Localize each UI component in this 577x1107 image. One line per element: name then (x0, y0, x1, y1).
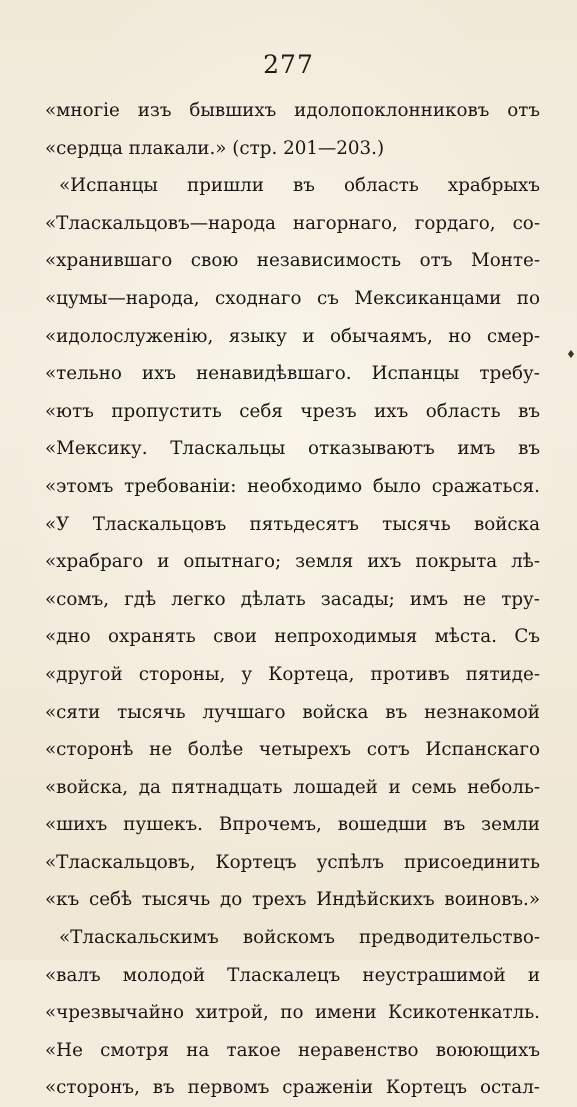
text-line: «дно охранять свои непроходимыя мѣста. Съ (45, 626, 540, 648)
text-line: «Не смотря на такое неравенство воюющихъ (45, 1039, 540, 1061)
text-line: «шихъ пушекъ. Впрочемъ, вошедши въ земли (45, 814, 540, 836)
text-line: «многіе изъ бывшихъ идолопоклонниковъ отъ (45, 100, 540, 121)
text-line: «Тласкальскимъ войскомъ предводительство- (59, 927, 540, 949)
body-text (45, 92, 540, 1107)
text-line: «Тласкальцовъ—народа нагорнаго, гордаго, со- (45, 212, 540, 234)
text-line: «цумы—народа, сходнаго съ Мексиканцами по (45, 287, 540, 309)
text-line: «валъ молодой Тласкалецъ неустрашимой и (45, 964, 540, 986)
text-line: «другой стороны, у Кортеца, противъ пятиде- (45, 663, 540, 685)
text-line: «идолослуженію, языку и обычаямъ, но смер- (45, 325, 540, 347)
text-line: «къ себѣ тысячь до трехъ Индѣйскихъ воиновъ.» (45, 889, 540, 911)
text-line: «храбраго и опытнаго; земля ихъ покрыта лѣ- (45, 551, 540, 573)
text-line: «этомъ требованіи: необходимо было сражаться. (45, 475, 540, 497)
text-line: «Тласкальцовъ, Кортецъ успѣлъ присоединить (45, 851, 540, 873)
text-line: «сердца плакали.» (стр. 201—203.) (45, 137, 385, 159)
text-line: «Мексику. Тласкальцы отказываютъ имъ въ (45, 438, 540, 460)
text-line: «тельно ихъ ненавидѣвшаго. Испанцы требу- (45, 363, 540, 385)
text-line: «войска, да пятнадцать лошадей и семь неболь- (45, 776, 540, 798)
page-number: 277 (263, 50, 314, 79)
text-line: «Испанцы пришли въ область храбрыхъ (59, 175, 540, 197)
text-line: «У Тласкальцовъ пятьдесятъ тысячь войска (45, 513, 540, 535)
text-line: «сторонъ, въ первомъ сраженіи Кортецъ остал- (45, 1077, 540, 1099)
text-line: «сомъ, гдѣ легко дѣлать засады; имъ не тру- (45, 588, 540, 610)
text-line: «сяти тысячь лучшаго войска въ незнакомой (45, 701, 540, 723)
text-line: «хранившаго свою независимость отъ Монте- (45, 250, 540, 272)
text-line: «ютъ пропустить себя чрезъ ихъ область въ (45, 400, 540, 422)
text-line: «чрезвычайно хитрой, по имени Ксикотенкатль. (45, 1002, 540, 1024)
margin-ink-mark: ♦ (566, 348, 576, 361)
text-line: «сторонѣ не болѣе четырехъ сотъ Испанскаго (45, 739, 540, 761)
